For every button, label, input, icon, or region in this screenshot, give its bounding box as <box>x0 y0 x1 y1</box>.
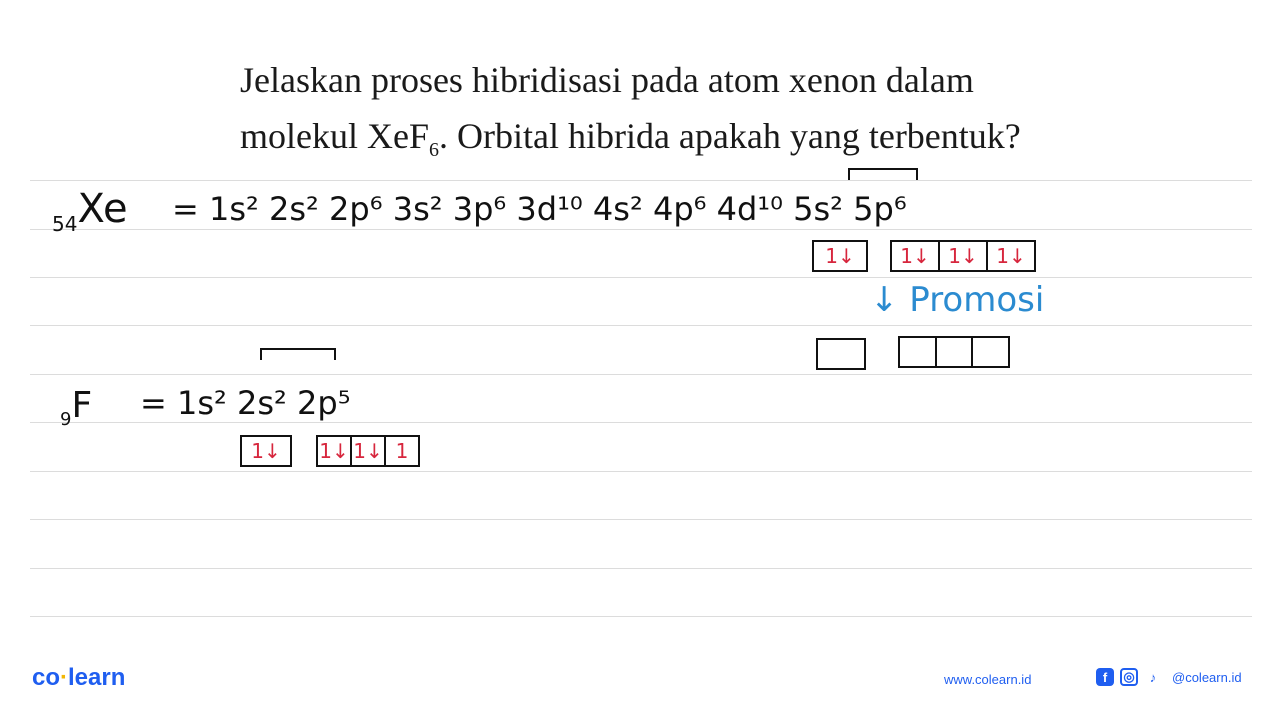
orbital-cell: 1↓ <box>940 242 988 270</box>
website-url[interactable]: www.colearn.id <box>944 672 1032 687</box>
question-line-1: Jelaskan proses hibridisasi pada atom xenon dalam <box>240 60 974 100</box>
f-2p-orbital-box <box>316 435 420 467</box>
instagram-icon[interactable]: ◎ <box>1120 668 1138 686</box>
xe-electron-config: = 1s² 2s² 2p⁶ 3s² 3p⁶ 3d¹⁰ 4s² 4p⁶ 4d¹⁰ 5s² 5p⁶ <box>172 190 907 228</box>
ruled-line <box>30 325 1252 326</box>
xe-atomic-number: 54 <box>52 212 78 236</box>
ruled-line <box>30 229 1252 230</box>
orbital-cell <box>937 338 974 366</box>
f-valence-bracket <box>260 348 336 360</box>
xe-atom-label <box>52 186 128 236</box>
orbital-cell: 1↓ <box>318 437 352 465</box>
question-subscript: 6 <box>428 139 439 162</box>
ruled-line <box>30 277 1252 278</box>
ruled-line <box>30 374 1252 375</box>
f-atomic-number: 9 <box>60 409 72 431</box>
question-line-2 <box>240 108 1100 178</box>
orbital-cell: 1↓ <box>892 242 940 270</box>
orbital-cell <box>973 338 1008 366</box>
question-text <box>240 52 1100 178</box>
promotion-label: ↓ Promosi <box>870 280 1045 320</box>
logo-part-learn: learn <box>68 664 126 691</box>
ruled-line <box>30 616 1252 617</box>
xe-5s-orbital-box <box>812 240 868 272</box>
ruled-line <box>30 519 1252 520</box>
f-electron-config: = 1s² 2s² 2p⁵ <box>140 384 351 422</box>
orbital-cell <box>900 338 937 366</box>
orbital-cell: 1↓ <box>251 439 281 463</box>
orbital-cell: 1↓ <box>996 244 1026 268</box>
xe-symbol: Xe <box>77 186 128 232</box>
xe-5p-promoted-box <box>898 336 1010 368</box>
ruled-line <box>30 471 1252 472</box>
social-handle[interactable]: @colearn.id <box>1172 669 1242 685</box>
orbital-cell <box>818 340 864 368</box>
f-2s-orbital-box <box>240 435 292 467</box>
f-atom-label <box>60 385 92 430</box>
orbital-cell: 1↓ <box>825 244 855 268</box>
facebook-icon[interactable]: f <box>1096 668 1114 686</box>
question-line-2-prefix: molekul XeF <box>240 116 429 156</box>
xe-valence-bracket <box>848 168 918 180</box>
ruled-line <box>30 568 1252 569</box>
xe-5p-orbital-box <box>890 240 1036 272</box>
ruled-line <box>30 180 1252 181</box>
colearn-logo <box>32 664 125 692</box>
f-symbol: F <box>71 385 93 426</box>
orbital-cell: 1↓ <box>352 437 386 465</box>
tiktok-icon[interactable]: ♪ <box>1144 668 1162 686</box>
logo-part-co: co <box>32 664 61 691</box>
orbital-cell: 1 <box>395 439 409 463</box>
social-links <box>1096 668 1242 686</box>
xe-5s-promoted-box <box>816 338 866 370</box>
question-line-2-suffix: . Orbital hibrida apakah yang terbentuk? <box>438 116 1021 156</box>
logo-dot: · <box>60 664 69 691</box>
ruled-line <box>30 422 1252 423</box>
